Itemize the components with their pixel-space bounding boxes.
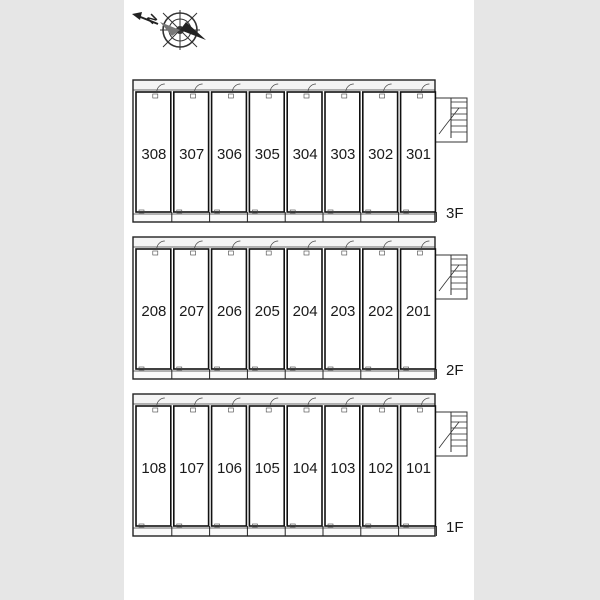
unit-number: 107 xyxy=(179,460,205,477)
unit-number: 303 xyxy=(330,146,356,163)
unit-number: 104 xyxy=(292,460,318,477)
floor-3f xyxy=(133,80,467,222)
compass-rose-icon xyxy=(132,10,206,50)
stair-icon xyxy=(435,98,467,142)
unit-number: 201 xyxy=(405,303,432,320)
unit-room[interactable] xyxy=(325,398,361,536)
unit-room[interactable] xyxy=(401,84,437,222)
unit-number: 108 xyxy=(141,460,167,477)
unit-number: 301 xyxy=(405,146,432,163)
unit-room[interactable] xyxy=(212,241,248,379)
compass-north-letter: N xyxy=(144,10,161,27)
floor-2f xyxy=(133,237,467,379)
unit-room[interactable] xyxy=(136,84,172,222)
unit-room[interactable] xyxy=(136,398,172,536)
unit-number: 105 xyxy=(254,460,280,477)
unit-room[interactable] xyxy=(401,241,437,379)
stair-icon xyxy=(435,412,467,456)
unit-number: 307 xyxy=(179,146,205,163)
unit-number: 304 xyxy=(292,146,318,163)
unit-number: 302 xyxy=(368,146,394,163)
unit-room[interactable] xyxy=(363,398,399,536)
unit-room[interactable] xyxy=(287,398,323,536)
unit-number: 103 xyxy=(330,460,356,477)
unit-room[interactable] xyxy=(401,398,437,536)
unit-room[interactable] xyxy=(249,241,285,379)
unit-room[interactable] xyxy=(174,398,210,536)
unit-room[interactable] xyxy=(363,84,399,222)
unit-room[interactable] xyxy=(249,398,285,536)
unit-room[interactable] xyxy=(325,84,361,222)
floor-1f xyxy=(133,394,467,536)
unit-room[interactable] xyxy=(174,241,210,379)
unit-room[interactable] xyxy=(325,241,361,379)
unit-room[interactable] xyxy=(174,84,210,222)
stair-icon xyxy=(435,255,467,299)
unit-number: 101 xyxy=(405,460,432,477)
unit-room[interactable] xyxy=(287,84,323,222)
unit-room[interactable] xyxy=(363,241,399,379)
unit-number: 205 xyxy=(254,303,280,320)
unit-number: 306 xyxy=(216,146,243,163)
unit-number: 206 xyxy=(216,303,243,320)
unit-number: 102 xyxy=(368,460,394,477)
floor-label: 2F xyxy=(446,362,464,379)
unit-number: 208 xyxy=(141,303,167,320)
unit-room[interactable] xyxy=(212,84,248,222)
unit-room[interactable] xyxy=(249,84,285,222)
unit-room[interactable] xyxy=(212,398,248,536)
unit-number: 305 xyxy=(254,146,280,163)
unit-number: 207 xyxy=(179,303,205,320)
unit-number: 203 xyxy=(330,303,356,320)
unit-number: 308 xyxy=(141,146,167,163)
unit-number: 202 xyxy=(368,303,394,320)
floor-label: 3F xyxy=(446,205,464,222)
unit-room[interactable] xyxy=(287,241,323,379)
unit-room[interactable] xyxy=(136,241,172,379)
floor-label: 1F xyxy=(446,519,464,536)
unit-number: 204 xyxy=(292,303,318,320)
unit-number: 106 xyxy=(216,460,243,477)
